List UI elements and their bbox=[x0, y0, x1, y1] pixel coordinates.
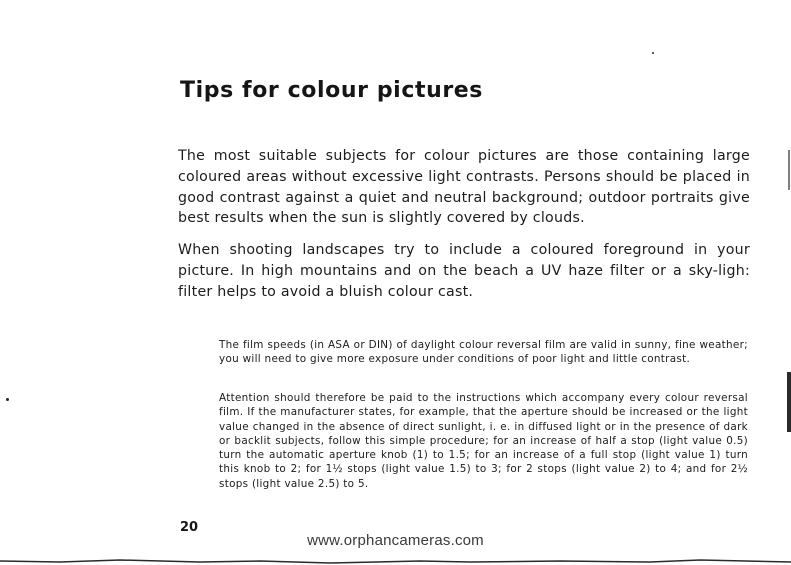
scan-edge-mark bbox=[787, 372, 791, 432]
page-number: 20 bbox=[180, 520, 199, 535]
page-bottom-edge bbox=[0, 557, 791, 565]
body-paragraph-1: The most suitable subjects for colour pictures are those containing large coloured areas without excessive light contrasts. Persons should be placed in good contrast against a quiet and neutral background; outdoor portraits give best results when the sun is slightly covered by clouds. bbox=[178, 148, 750, 227]
watermark-link[interactable]: www.orphancameras.com bbox=[307, 532, 484, 549]
scan-edge-mark bbox=[788, 150, 790, 190]
note-paragraph-2: Attention should therefore be paid to the instructions which accompany every colour reversal film. If the manufacturer states, for example, that the aperture should be increased or the light value changed in the absence of direct sunlight, i. e. in diffused light or in the presence of dark or backlit subjects, follow this simple procedure; for an increase of half a stop (light value 0.5) turn the automatic aperture knob (1) to 1.5; for an increase of a full stop (light value 1) turn this knob to 2; for 1½ stops (light value 1.5) to 3; for 2 stops (light value 2) to 4; and for 2½ stops (light value 2.5) to 5. bbox=[219, 392, 748, 490]
body-paragraph-2: When shooting landscapes try to include a coloured foreground in your picture. In high mountains and on the beach a UV haze filter or a sky-ligh: filter helps to avoid a bluish colour cast. bbox=[178, 242, 750, 300]
page-title: Tips for colour pictures bbox=[180, 78, 483, 103]
scan-speck bbox=[652, 52, 654, 54]
scan-speck bbox=[6, 398, 9, 401]
note-paragraph-1: The film speeds (in ASA or DIN) of daylight colour reversal film are valid in sunny, fine weather; you will need to give more exposure under conditions of poor light and little contrast. bbox=[219, 339, 748, 366]
